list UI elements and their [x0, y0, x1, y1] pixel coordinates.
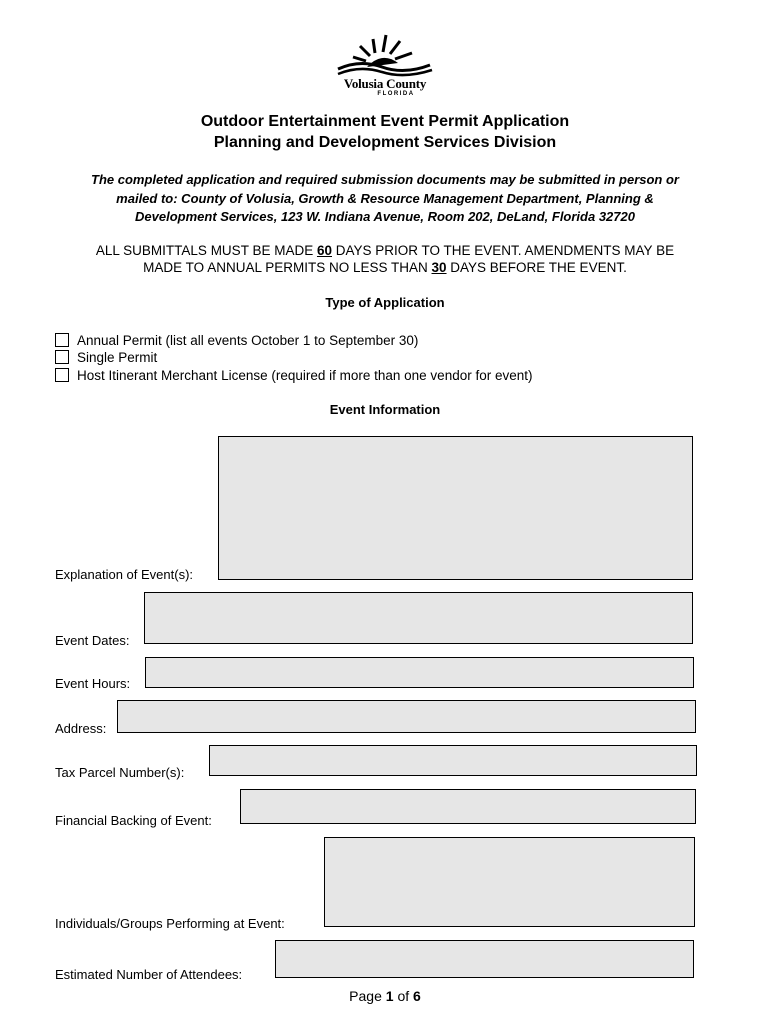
logo-wordmark: Volusia County: [343, 76, 427, 91]
total-pages: 6: [413, 988, 421, 1004]
sun-icon: [353, 35, 412, 61]
attendees-field[interactable]: [275, 940, 694, 978]
current-page: 1: [385, 988, 394, 1004]
page-word: Page: [349, 988, 386, 1004]
financial-backing-field[interactable]: [240, 789, 696, 824]
event-hours-label: Event Hours:: [55, 676, 131, 691]
option-itinerant-license[interactable]: [55, 367, 533, 383]
event-information-heading: Event Information: [329, 402, 441, 417]
instructions-line: The completed application and required submission documents may be submitted in person or: [91, 172, 679, 187]
address-field[interactable]: [117, 700, 696, 733]
performers-field[interactable]: [324, 837, 695, 927]
itinerant-license-checkbox[interactable]: [55, 368, 69, 382]
option-single-permit[interactable]: [55, 349, 157, 365]
annual-permit-checkbox[interactable]: [55, 333, 69, 347]
document-title: Outdoor Entertainment Event Permit Application: [200, 113, 570, 130]
notice-text: DAYS BEFORE THE EVENT.: [446, 260, 627, 275]
page-number: [0, 988, 770, 1004]
event-dates-label: Event Dates:: [55, 633, 130, 648]
submission-instructions: [0, 171, 770, 227]
logo-state: FLORIDA: [377, 91, 415, 97]
notice-text: MADE TO ANNUAL PERMITS NO LESS THAN: [143, 260, 432, 275]
division-title: Planning and Development Services Division: [213, 134, 557, 151]
event-hours-field[interactable]: [145, 657, 694, 688]
explanation-label: Explanation of Event(s):: [55, 567, 194, 582]
option-annual-permit[interactable]: [55, 332, 418, 348]
option-label: Annual Permit (list all events October 1 to September 30): [77, 332, 419, 348]
tax-parcel-field[interactable]: [209, 745, 697, 776]
notice-text: DAYS PRIOR TO THE EVENT. AMENDMENTS MAY BE: [332, 243, 675, 258]
of-word: of: [393, 988, 414, 1004]
days-amend-value: 30: [431, 260, 447, 275]
notice-text: ALL SUBMITTALS MUST BE MADE: [95, 243, 317, 258]
type-of-application-heading: Type of Application: [325, 295, 445, 310]
single-permit-checkbox[interactable]: [55, 350, 69, 364]
explanation-field[interactable]: [218, 436, 693, 580]
option-label: Host Itinerant Merchant License (required if more than one vendor for event): [77, 367, 533, 383]
address-label: Address:: [55, 721, 107, 736]
option-label: Single Permit: [77, 349, 158, 365]
performers-label: Individuals/Groups Performing at Event:: [55, 916, 285, 931]
deadline-notice: [0, 242, 770, 276]
event-dates-field[interactable]: [144, 592, 693, 644]
instructions-line: mailed to: County of Volusia, Growth & Resource Management Department, Planning &: [116, 190, 654, 206]
attendees-label: Estimated Number of Attendees:: [55, 967, 243, 982]
tax-parcel-label: Tax Parcel Number(s):: [55, 765, 185, 780]
days-prior-value: 60: [316, 243, 332, 258]
financial-backing-label: Financial Backing of Event:: [55, 813, 212, 828]
instructions-line: Development Services, 123 W. Indiana Avenue, Room 202, DeLand, Florida 32720: [135, 209, 635, 224]
